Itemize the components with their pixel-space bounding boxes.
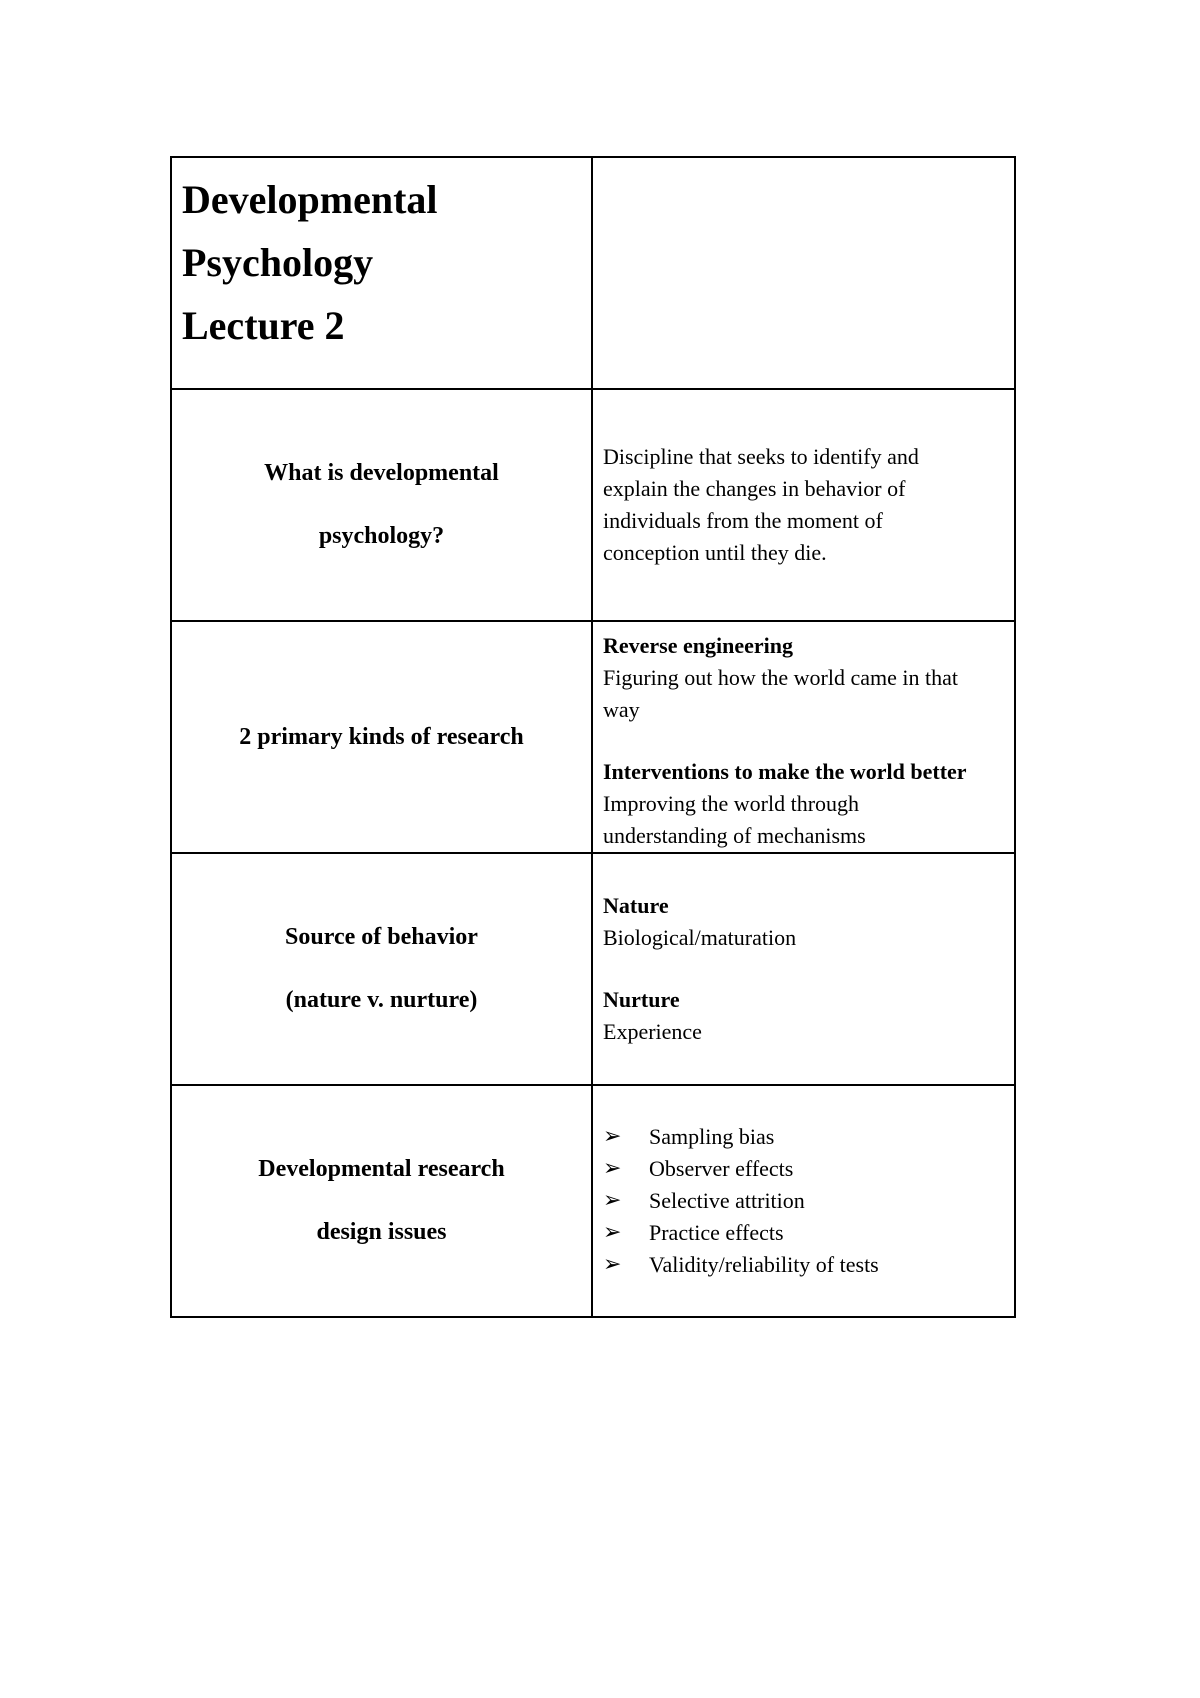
block-heading: Interventions to make the world better — [603, 759, 967, 784]
block-text: way — [603, 697, 640, 722]
term-line: Developmental research — [258, 1156, 505, 1182]
term-line: design issues — [316, 1219, 447, 1245]
table-row — [171, 157, 1015, 389]
block-text: Biological/maturation — [603, 925, 797, 950]
bullet-list — [603, 1121, 1004, 1281]
block-heading: Nature — [603, 893, 669, 918]
term-cell — [171, 621, 592, 853]
list-item: ➢ Sampling bias — [603, 1121, 1004, 1153]
notes-table — [170, 156, 1016, 1318]
definition-cell — [592, 1085, 1015, 1317]
term-line: psychology? — [318, 523, 445, 549]
definition-line: individuals from the moment of — [603, 508, 883, 533]
term-line: (nature v. nurture) — [285, 987, 478, 1013]
term-line: 2 primary kinds of research — [239, 723, 524, 750]
term-line: Source of behavior — [285, 924, 478, 950]
table-row — [171, 389, 1015, 621]
table-row — [171, 1085, 1015, 1317]
block-text: Improving the world through — [603, 791, 860, 816]
definition-cell — [592, 853, 1015, 1085]
term-cell — [171, 389, 592, 621]
title-cell — [171, 157, 592, 389]
table-row — [171, 621, 1015, 853]
page-title-line-3: Lecture 2 — [182, 303, 345, 348]
list-item: ➢ Validity/reliability of tests — [603, 1249, 1004, 1281]
arrow-bullet-icon: ➢ — [603, 1220, 622, 1245]
list-item: ➢ Practice effects — [603, 1217, 1004, 1249]
list-item: ➢ Selective attrition — [603, 1185, 1004, 1217]
list-item: ➢ Observer effects — [603, 1153, 1004, 1185]
block-text: Experience — [603, 1019, 702, 1044]
definition-line: Discipline that seeks to identify and — [603, 444, 919, 469]
term-cell — [171, 1085, 592, 1317]
table-row — [171, 853, 1015, 1085]
term-cell — [171, 853, 592, 1085]
arrow-bullet-icon: ➢ — [603, 1252, 622, 1277]
definition-line: explain the changes in behavior of — [603, 476, 906, 501]
arrow-bullet-icon: ➢ — [603, 1156, 622, 1181]
arrow-bullet-icon: ➢ — [603, 1124, 622, 1149]
page-title-line-2: Psychology — [182, 240, 374, 285]
arrow-bullet-icon: ➢ — [603, 1188, 622, 1213]
block-text: Figuring out how the world came in that — [603, 665, 958, 690]
page-title-line-1: Developmental — [182, 177, 438, 222]
definition-line: conception until they die. — [603, 540, 827, 565]
definition-cell — [592, 389, 1015, 621]
empty-cell — [592, 157, 1015, 389]
block-heading: Reverse engineering — [603, 633, 793, 658]
block-heading: Nurture — [603, 987, 680, 1012]
block-text: understanding of mechanisms — [603, 823, 866, 848]
definition-cell — [592, 621, 1015, 853]
term-line: What is developmental — [264, 460, 499, 486]
